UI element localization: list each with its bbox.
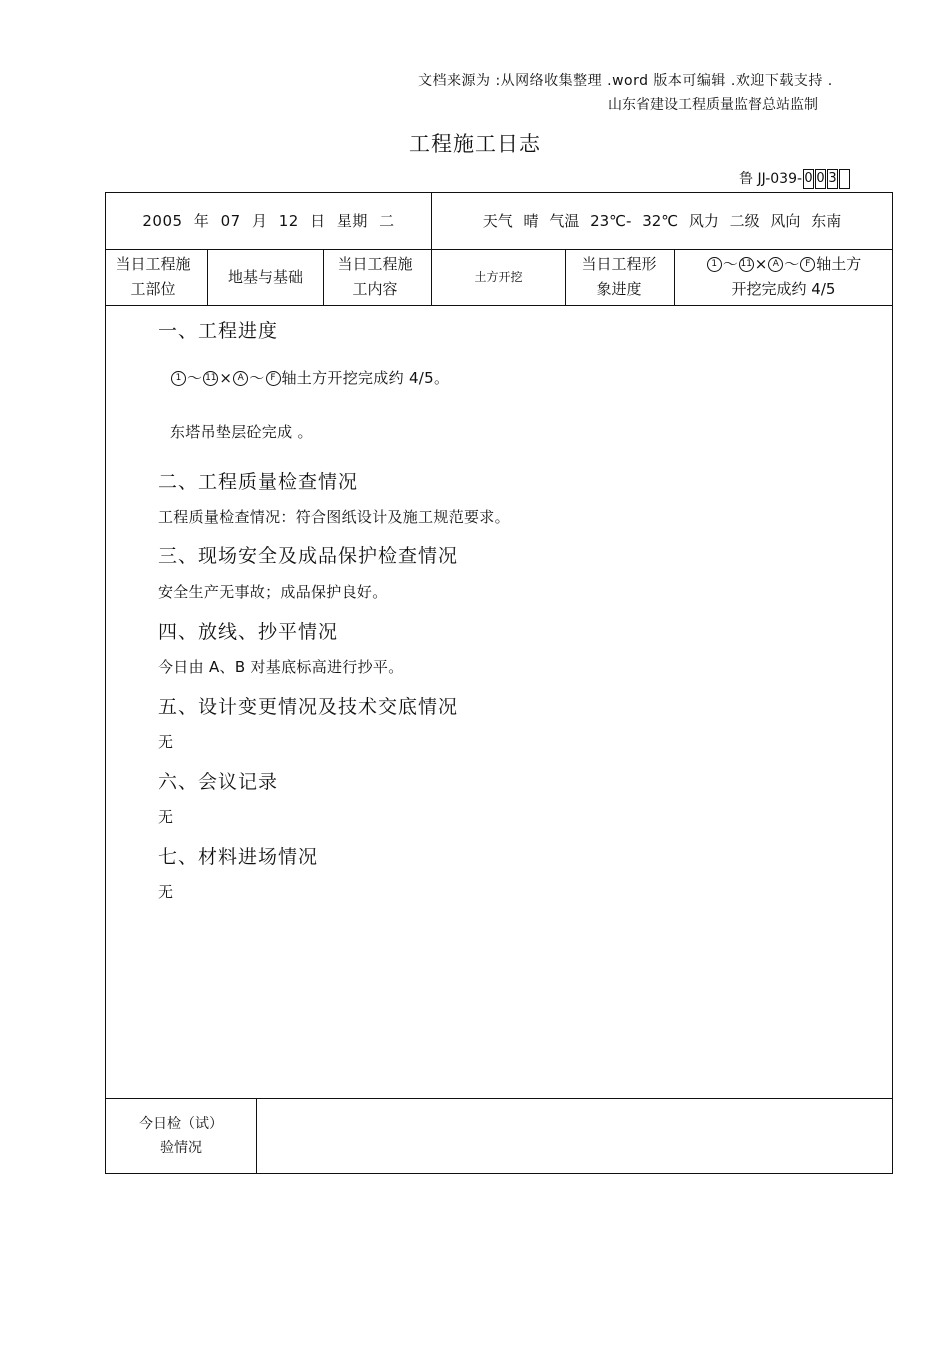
section-4-text: 今日由 A、B 对基底标高进行抄平。 <box>158 658 404 676</box>
section-7-text: 无 <box>158 883 174 901</box>
label-progress: 当日工程形象进度 <box>581 255 657 298</box>
value-construction-content: 土方开挖 <box>474 269 523 284</box>
weather-field: 天气 晴 气温 23℃- 32℃ 风力 二级 风向 东南 <box>482 211 842 230</box>
line-tilde: ～ <box>187 369 203 387</box>
section-6-title: 六、会议记录 <box>158 771 279 793</box>
progress-tilde: ～ <box>722 255 738 273</box>
section-3-title: 三、现场安全及成品保护检查情况 <box>158 545 459 567</box>
inspection-value <box>257 1099 892 1173</box>
progress-cross: × <box>754 255 768 273</box>
section-3-text: 安全生产无事故；成品保护良好。 <box>158 583 388 601</box>
source-note: 文档来源为 :从网络收集整理 .word 版本可编辑 .欢迎下载支持 . <box>418 73 833 89</box>
line-cross: × <box>219 369 233 387</box>
inspection-label-line2: 验情况 <box>160 1140 202 1156</box>
col-divider <box>565 249 566 305</box>
axis-1-icon: 1 <box>707 257 722 272</box>
section-2-text: 工程质量检查情况：符合图纸设计及施工规范要求。 <box>158 508 510 526</box>
label-construction-content: 当日工程施工内容 <box>337 255 413 298</box>
inspection-label <box>106 1099 256 1173</box>
section-1-title: 一、工程进度 <box>158 320 279 342</box>
col-divider <box>323 249 324 305</box>
section-4-title: 四、放线、抄平情况 <box>158 621 339 643</box>
section-6-text: 无 <box>158 808 174 826</box>
section-7-title: 七、材料进场情况 <box>158 846 319 868</box>
value-progress <box>675 249 892 305</box>
axis-f-icon: F <box>800 257 815 272</box>
line-suffix: 轴土方开挖完成约 4/5。 <box>281 369 450 387</box>
progress-tilde-2: ～ <box>784 255 800 273</box>
form-code-prefix: 鲁 JJ-039- <box>739 171 803 187</box>
form-code-digit-1: 0 <box>803 169 814 189</box>
inspection-label-line1: 今日检（试） <box>139 1116 223 1132</box>
progress-suffix: 轴土方 <box>816 255 862 273</box>
axis-a-icon: A <box>768 257 783 272</box>
axis-a-icon: A <box>233 371 248 386</box>
form-code <box>739 168 850 189</box>
form-code-digit-2: 0 <box>815 169 826 189</box>
axis-1-icon: 1 <box>171 371 186 386</box>
label-construction-part: 当日工程施工部位 <box>115 255 191 298</box>
form-code-digit-3: 3 <box>827 169 838 189</box>
axis-11-icon: 11 <box>739 257 754 272</box>
value-progress-line1 <box>706 252 862 277</box>
line-tilde-2: ～ <box>249 369 265 387</box>
value-construction-part: 地基与基础 <box>227 267 303 286</box>
form-code-digit-4 <box>839 169 850 189</box>
date-field: 2005 年 07 月 12 日 星期 二 <box>142 211 395 230</box>
supervisor-note: 山东省建设工程质量监督总站监制 <box>608 97 818 113</box>
page-title: 工程施工日志 <box>409 132 541 156</box>
log-table <box>105 192 893 1174</box>
section-5-title: 五、设计变更情况及技术交底情况 <box>158 696 459 718</box>
value-progress-line2: 开挖完成约 4/5 <box>731 280 836 298</box>
section-2-title: 二、工程质量检查情况 <box>158 471 359 493</box>
section-1-line-1 <box>170 367 449 388</box>
axis-11-icon: 11 <box>203 371 218 386</box>
section-5-text: 无 <box>158 733 174 751</box>
section-1-line-2: 东塔吊垫层砼完成 。 <box>170 423 313 441</box>
row-divider <box>106 305 892 306</box>
axis-f-icon: F <box>266 371 281 386</box>
